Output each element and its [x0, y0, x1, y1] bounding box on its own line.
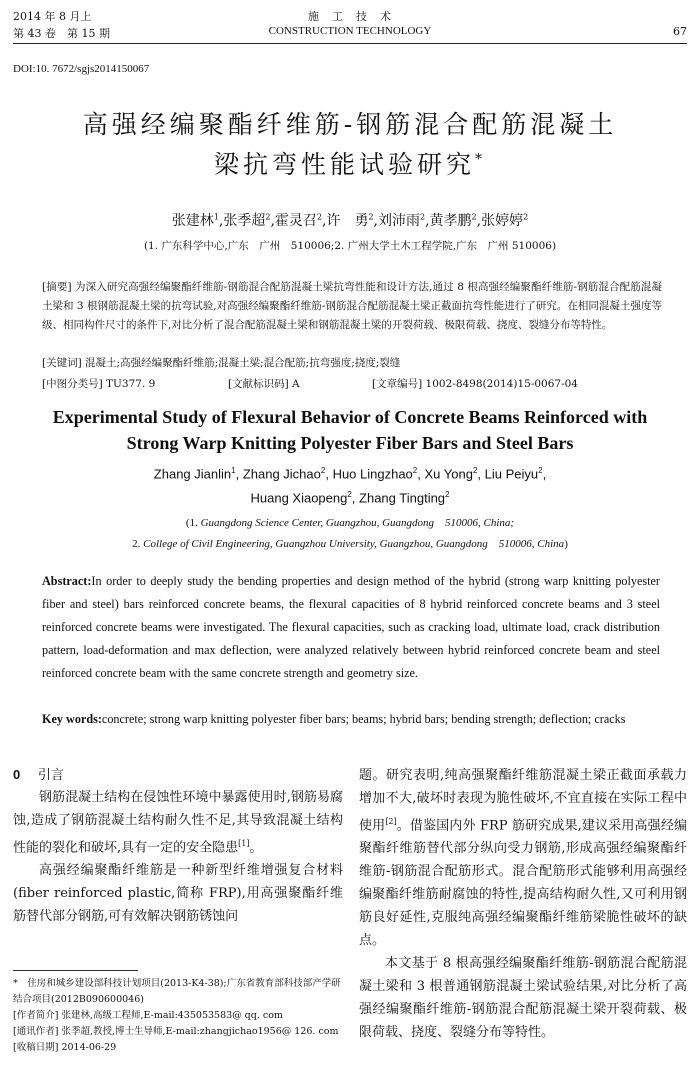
author-affiliation-mark: 1 — [213, 212, 219, 222]
author-name: 霍灵召 — [274, 213, 317, 229]
title-fund-mark: * — [475, 151, 486, 168]
doc-code-label: [文献标识码] — [228, 378, 289, 390]
header-rule — [13, 43, 687, 44]
article-number-value: 1002-8498(2014)15-0067-04 — [425, 378, 578, 390]
received-date: 2014-06-29 — [61, 1042, 117, 1053]
footnote-corresponding — [13, 1024, 343, 1040]
author-name: 张婷婷 — [481, 213, 524, 229]
author-bio-label: [作者简介] — [13, 1010, 59, 1021]
clc-number — [42, 376, 155, 391]
authors-en-line1: Zhang Jianlin$^1$, Zhang Jichao$^2$, Huo Lingzhao$^2$, Xu Yong$^2$, Liu Peiyu$^2$, — [153, 466, 547, 482]
abstract-cn-label: [摘要] — [42, 281, 72, 293]
article-number-label: [文章编号] — [372, 378, 423, 390]
intro-p1-text: 钢筋混凝土结构在侵蚀性环境中暴露使用时,钢筋易腐蚀,造成了钢筋混凝土结构耐久性不足,其导致混凝土结构性能的裂化和破坏,具有一定的安全隐患 — [13, 790, 343, 856]
affiliation-en-text2: College of Civil Engineering, Guangzhou University, Guangzhou, Guangdong 510006, China — [143, 538, 565, 550]
document-code — [228, 376, 300, 391]
section-title: 引言 — [37, 767, 64, 782]
citation-2: [2] — [385, 817, 397, 826]
author-bio-text: 张建林,高级工程师,E-mail:435053583@ qq. com — [61, 1010, 283, 1021]
left-column — [13, 786, 343, 928]
intro-paragraph-2: 高强经编聚酯纤维筋是一种新型纤维增强复合材料(fiber reinforced plastic,简称 FRP),用高强聚酯纤维筋替代部分钢筋,可有效解决钢筋锈蚀问 — [13, 863, 343, 925]
clc-label: [中图分类号] — [42, 378, 103, 390]
right-column — [359, 764, 687, 1044]
author-name: Liu Peiyu — [484, 466, 539, 482]
keywords-en: Key words:concrete; strong warp knitting polyester fiber bars; beams; hybrid bars; bending strength; deflection; cracks — [42, 712, 626, 726]
author-affiliation-mark: 2 — [420, 212, 426, 222]
intro-paragraph-4: 本文基于 8 根高强经编聚酯纤维筋-钢筋混合配筋混凝土梁和 3 根普通钢筋混凝土梁试验结果,对比分析了高强经编聚酯纤维筋-钢筋混合配筋混凝土梁开裂荷载、极限荷载、挠度、裂缝分布等特性。 — [359, 956, 687, 1041]
affiliation-en-num1: (1. — [185, 517, 198, 529]
doc-code-value: A — [292, 378, 300, 390]
abstract-en: Abstract:In order to deeply study the bending properties and design method of the hybrid (strong warp knitting polyester fiber and steel) bars reinforced concrete beams, the flexural capacities of 8 hybrid reinforced concrete beams and 3 steel reinforced concrete beams were investigated. The flexural capacities, such as cracking load, ultimate load, crack distribution pattern, load-deformation and max deflection, were analyzed relatively between hybrid reinforced concrete beam and steel reinforced concrete beam with the same concrete strength and geometry size. — [42, 574, 660, 680]
author-affiliation-mark: 2 — [445, 490, 450, 499]
author-name: 黄孝鹏 — [429, 213, 472, 229]
affiliation-en-line1 — [0, 514, 700, 530]
header-journal-cn: 施 工 技 术 — [308, 10, 392, 23]
author-affiliation-mark: 2 — [472, 466, 478, 475]
footnote-received — [13, 1040, 343, 1056]
abstract-en-label: Abstract — [42, 574, 88, 588]
header-date: 2014 年 8 月上 — [13, 10, 92, 23]
affiliation-en-close: ) — [564, 538, 568, 550]
affiliation-cn: (1. 广东科学中心,广东 广州 510006;2. 广州大学土木工程学院,广东 广州 510006) — [143, 240, 557, 252]
clc-value: TU377. 9 — [106, 378, 156, 390]
footnote-fund — [13, 976, 343, 1008]
header-page-number: 67 — [673, 25, 687, 38]
keywords-cn — [42, 354, 662, 373]
author-name: Zhang Jichao — [242, 466, 321, 482]
author-affiliation-mark: 2 — [523, 212, 529, 222]
intro-p1-end: 。 — [249, 840, 263, 856]
fund-text: 住房和城乡建设部科技计划项目(2013-K4-38);广东省教育部科技部产学研结合项目(2012B090600046) — [13, 978, 341, 1005]
section-heading — [13, 764, 64, 783]
title-cn-line2 — [0, 145, 700, 181]
abstract-cn — [42, 278, 662, 335]
abstract-en-text: In order to deeply study the bending properties and design method of the hybrid (strong warp knitting polyester fiber and steel) bars reinforced concrete beams, the flexural capacities of 8 hybrid reinforced concrete beams and 3 steel reinforced concrete beams were investigated. The flexural capacities, such as cracking load, ultimate load, crack distribution pattern, load-deformation and max deflection, were analyzed relatively between hybrid reinforced concrete beam and steel reinforced concrete beam with the same concrete strength and geometry size. — [42, 574, 660, 680]
footnote-rule — [13, 970, 138, 971]
author-name: Huang Xiaopeng — [250, 490, 348, 506]
authors-cn: 张建林$^1$,张季超$^2$,霍灵召$^2$,许 勇$^2$,刘沛雨$^2$,黄孝鹏$^2$,张婷婷$^2$ — [171, 212, 529, 229]
author-name: Zhang Tingting — [359, 490, 446, 506]
author-name: 许 勇 — [326, 213, 369, 229]
keywords-en-label: Key words — [42, 712, 98, 726]
author-affiliation-mark: 2 — [368, 212, 374, 222]
author-affiliation-mark: 2 — [265, 212, 271, 222]
received-label: [收稿日期] — [13, 1042, 59, 1053]
author-name: 张建林 — [171, 213, 214, 229]
intro-p3-text-a: 题。研究表明,纯高强聚酯纤维筋混凝土梁正截面承载力增加不大,破坏时表现为脆性破坏,不宜直接在实际工程中使用 — [359, 768, 687, 834]
title-cn-line1: 高强经编聚酯纤维筋-钢筋混合配筋混凝土 — [82, 110, 618, 139]
intro-p3-text-b: 。借鉴国内外 FRP 筋研究成果,建议采用高强经编聚酯纤维筋替代部分纵向受力钢筋,形成高强经编聚酯纤维筋-钢筋混合配筋形式。混合配筋形式能够利用高强经编聚酯纤维筋耐腐蚀的特性,提高结构耐久性,又可利用钢筋良好延性,克服纯高强经编聚酯纤维筋梁脆性破坏的缺点。 — [359, 818, 687, 949]
footnote-author — [13, 1008, 343, 1024]
author-affiliation-mark: 1 — [231, 466, 236, 475]
article-number — [372, 376, 578, 391]
affiliation-en-line2 — [0, 535, 700, 551]
affiliation-en-text1: Guangdong Science Center, Guangzhou, Guangdong 510006, China; — [200, 517, 515, 529]
header-volume: 第 43 卷 第 15 期 — [13, 27, 110, 40]
section-number: 0 — [13, 767, 21, 782]
authors-en-line2: Huang Xiaopeng$^2$, Zhang Tingting$^2$ — [250, 490, 450, 506]
author-name: Zhang Jianlin — [153, 466, 232, 482]
fund-mark: * — [13, 978, 18, 989]
author-affiliation-mark: 2 — [538, 466, 543, 475]
author-affiliation-mark: 2 — [471, 212, 477, 222]
citation-1: [1] — [238, 839, 250, 848]
corresponding-label: [通讯作者] — [13, 1026, 59, 1037]
keywords-cn-label: [关键词] — [42, 357, 82, 369]
author-name: Xu Yong — [424, 466, 473, 482]
author-name: Huo Lingzhao — [332, 466, 413, 482]
author-name: 刘沛雨 — [378, 213, 420, 229]
affiliation-en-num2: 2. — [132, 538, 141, 550]
author-affiliation-mark: 2 — [347, 490, 352, 499]
intro-paragraph-3 — [359, 764, 687, 952]
footnotes — [13, 976, 343, 1056]
doi: DOI:10. 7672/sgjs2014150067 — [13, 63, 150, 75]
title-en-line2: Strong Warp Knitting Polyester Fiber Bars and Steel Bars — [126, 433, 574, 453]
author-affiliation-mark: 2 — [320, 466, 326, 475]
corresponding-text: 张季超,教授,博士生导师,E-mail:zhangjichao1956@ 126. com — [61, 1026, 339, 1037]
author-affiliation-mark: 2 — [316, 212, 322, 222]
title-en-line1: Experimental Study of Flexural Behavior of Concrete Beams Reinforced with — [52, 407, 648, 427]
keywords-cn-text: 混凝土;高强经编聚酯纤维筋;混凝土梁;混合配筋;抗弯强度;挠度;裂缝 — [85, 357, 401, 369]
header-journal-en: CONSTRUCTION TECHNOLOGY — [268, 25, 432, 37]
keywords-en-text: concrete; strong warp knitting polyester fiber bars; beams; hybrid bars; bending strength; deflection; cracks — [101, 712, 626, 726]
author-affiliation-mark: 2 — [412, 466, 418, 475]
abstract-cn-text: 为深入研究高强经编聚酯纤维筋-钢筋混合配筋混凝土梁抗弯性能和设计方法,通过 8 根高强经编聚酯纤维筋-钢筋混合配筋混凝土梁和 3 根钢筋混凝土梁的抗弯试验,对高强经编聚酯纤维筋-钢筋混合配筋混凝土梁正截面抗弯性能进行了研究。在相同混凝土强度等级、相同构件尺寸的条件下,对比分析了混合配筋混凝土梁和钢筋混凝土梁的开裂荷载、极限荷载、挠度、裂缝分布等特性。 — [42, 281, 662, 331]
intro-paragraph-1 — [13, 786, 343, 859]
author-name: 张季超 — [223, 213, 266, 229]
title-cn-text: 梁抗弯性能试验研究 — [213, 150, 475, 179]
